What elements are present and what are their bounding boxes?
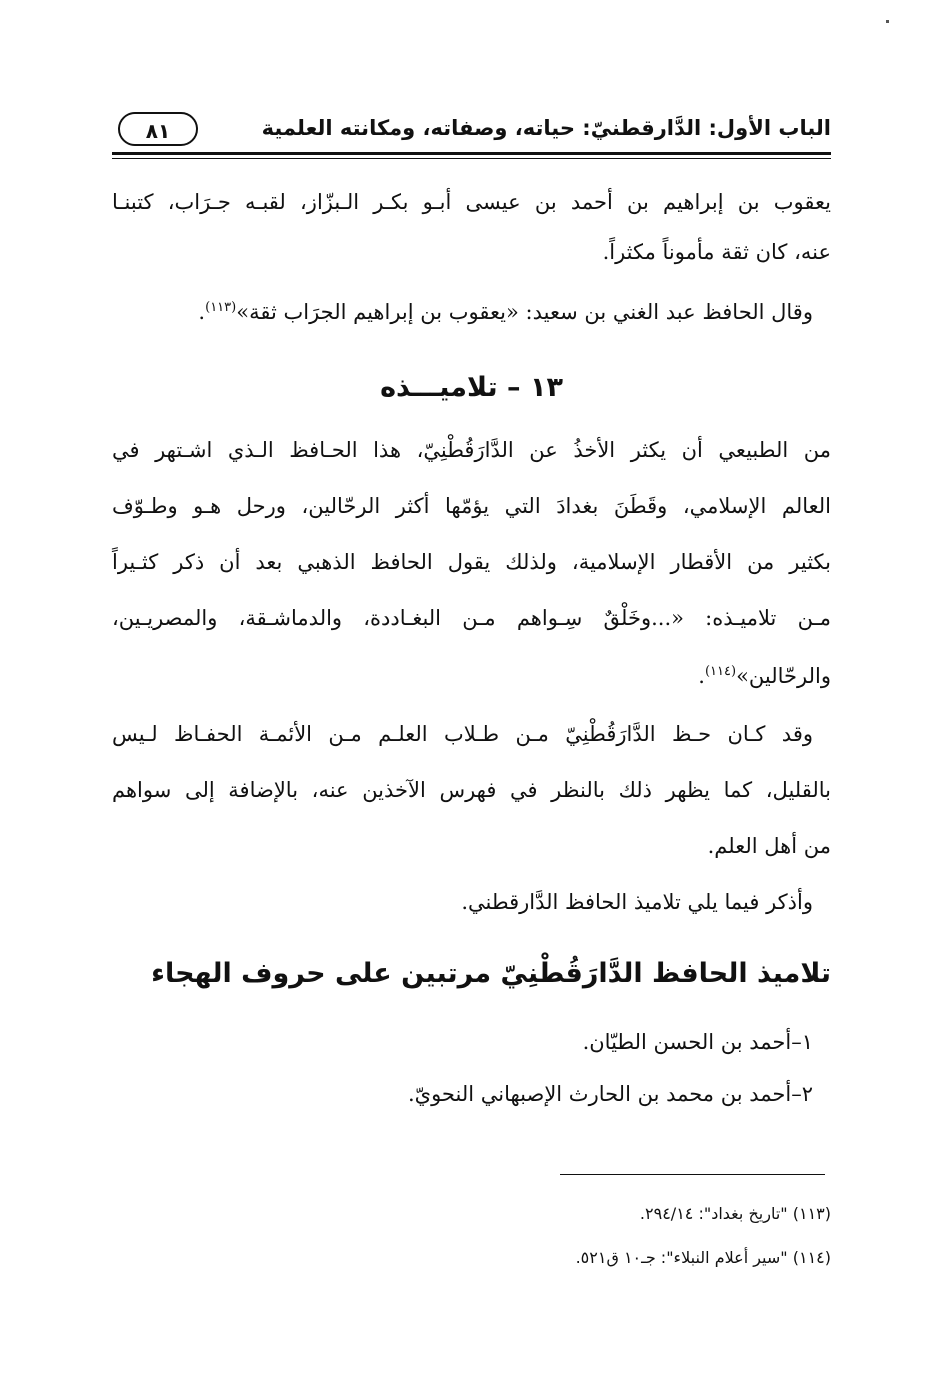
paragraph-line: بكثير من الأقطار الإسلامية، ولذلك يقول الحافظ الذهبي بعد أن ذكر كثـيراً bbox=[112, 550, 831, 574]
students-list bbox=[112, 1030, 831, 1120]
footnote: (١١٤) "سير أعلام النبلاء": جـ١٠ ق٥٢١. bbox=[575, 1248, 831, 1267]
chapter-title: الباب الأول: الدَّارقطنيّ: حياته، وصفاته، ومكانته العلمية bbox=[261, 116, 831, 140]
paragraph-5 bbox=[112, 890, 831, 930]
scan-speck bbox=[886, 20, 889, 23]
paragraph-line: بالقليل، كما يظهر ذلك بالنظر في فهرس الآخذين عنه، بالإضافة إلى سواهم bbox=[112, 778, 831, 802]
paragraph-line: عنه، كان ثقة مأموناً مكثراً. bbox=[602, 240, 831, 264]
paragraph-line: العالم الإسلامي، وقَطَنَ بغدادَ التي يؤمّها أكثر الرحّالين، ورحل هـو وطـوّف bbox=[112, 494, 831, 518]
period: . bbox=[698, 664, 705, 688]
paragraph-2 bbox=[112, 300, 831, 340]
paragraph-line bbox=[198, 300, 813, 324]
paragraph-line: مـن تلاميـذه: «...وخَلْقٌ سِـواهم مـن البغـاددة، والدماشـقة، والمصريـين، bbox=[112, 606, 831, 630]
page-number: ٨١ bbox=[118, 112, 198, 146]
list-heading: تلاميذ الحافظ الدَّارَقُطْنِيّ مرتبين على حروف الهجاء bbox=[151, 958, 831, 989]
header-rule-thin bbox=[112, 158, 831, 159]
paragraph-4 bbox=[112, 722, 831, 872]
section-heading: ١٣ – تلاميـــذه bbox=[380, 372, 563, 403]
page-header bbox=[112, 112, 831, 158]
paragraph-line: من الطبيعي أن يكثر الأخذُ عن الدَّارَقُطْنِيّ، هذا الحـافظ الـذي اشـتهر في bbox=[112, 438, 831, 462]
footnote: (١١٣) "تاريخ بغداد": ٢٩٤/١٤. bbox=[639, 1204, 831, 1223]
footnote-ref: (١١٣) bbox=[205, 300, 237, 315]
paragraph-line: يعقوب بن إبراهيم بن أحمد بن عيسى أبـو بكـر الـبزّاز، لقبـه جـرَاب، كتبنـا bbox=[112, 190, 831, 214]
paragraph-text: والرحّالين» bbox=[736, 664, 831, 688]
paragraph-line bbox=[698, 664, 831, 688]
paragraph-3 bbox=[112, 438, 831, 708]
list-item: ١–أحمد بن الحسن الطيّان. bbox=[582, 1030, 813, 1054]
paragraph-line: وأذكر فيما يلي تلاميذ الحافظ الدَّارقطني. bbox=[461, 890, 813, 914]
list-item: ٢–أحمد بن محمد بن الحارث الإصبهاني النحويّ. bbox=[407, 1082, 813, 1106]
footnote-separator bbox=[560, 1174, 825, 1175]
paragraph-line: من أهل العلم. bbox=[707, 834, 831, 858]
paragraph-text: وقال الحافظ عبد الغني بن سعيد: «يعقوب بن إبراهيم الجرَاب ثقة» bbox=[236, 300, 813, 324]
footnote-ref: (١١٤) bbox=[704, 664, 737, 679]
paragraph-1 bbox=[112, 190, 831, 280]
paragraph-line: وقد كـان حـظ الدَّارَقُطْنِيّ مـن طـلاب العلـم مـن الأئمـة الحفـاظ لـيس bbox=[112, 722, 813, 746]
header-rule-thick bbox=[112, 152, 831, 155]
period: . bbox=[198, 300, 206, 324]
